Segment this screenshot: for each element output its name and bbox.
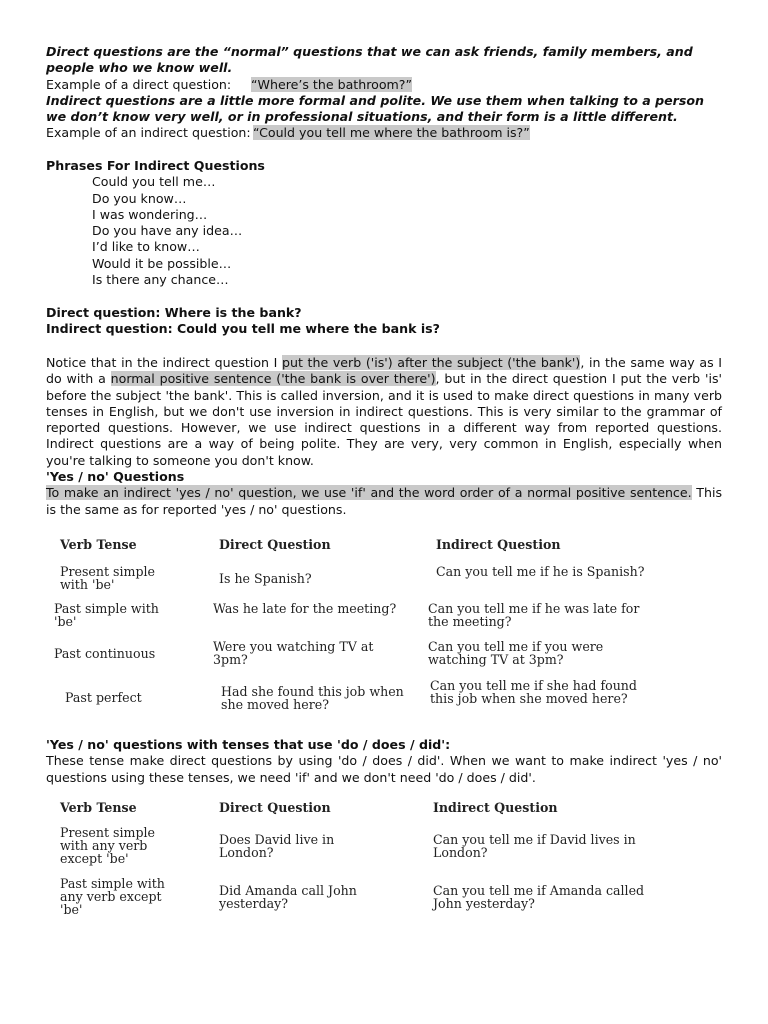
table-header-cell: Direct Question <box>219 800 331 815</box>
table-cell: Present simple with any verb except 'be' <box>60 825 156 866</box>
indirect-example-label: Example of an indirect question: <box>46 125 251 141</box>
phrase-text: Would it be possible… <box>92 255 232 271</box>
bullet-icon <box>46 272 92 288</box>
indirect-example-line <box>46 125 722 141</box>
phrases-list <box>46 174 722 288</box>
yesno-text: This is the same as for reported 'yes / no' questions. <box>46 485 722 517</box>
table-cell: Can you tell me if Amanda called John yesterday? <box>433 883 645 911</box>
table-cell: Does David live in London? <box>219 832 335 860</box>
table-cell: Past continuous <box>54 646 156 661</box>
bullet-icon <box>46 174 92 190</box>
bullet-icon <box>46 191 92 207</box>
table-cell: Can you tell me if she had found this job when she moved here? <box>430 678 637 706</box>
bank-indirect-question: Indirect question: Could you tell me where the bank is? <box>46 321 440 337</box>
table-cell: Can you tell me if he was late for the meeting? <box>428 601 640 629</box>
phrase-text: I’d like to know… <box>92 239 200 255</box>
dodoes-paragraph: These tense make direct questions by using 'do / does / did'. When we want to make indirect 'yes / no' questions using these tenses, we need 'if' and we don't need 'do / does / did'. <box>46 753 722 785</box>
phrase-item <box>46 272 722 288</box>
direct-example-line <box>46 77 722 93</box>
phrase-text: Do you have any idea… <box>92 223 243 239</box>
bank-direct-question: Direct question: Where is the bank? <box>46 305 302 320</box>
bullet-icon <box>46 256 92 272</box>
notice-text-2: , in the same way as I do with a <box>46 355 723 387</box>
notice-highlight-1: put the verb ('is') after the subject ('the bank') <box>281 355 581 370</box>
indirect-example: “Could you tell me where the bathroom is?” <box>253 125 530 141</box>
table-header-cell: Indirect Question <box>433 800 558 815</box>
phrase-item <box>46 256 722 272</box>
table-cell: Can you tell me if you were watching TV at 3pm? <box>428 639 604 667</box>
yesno-paragraph <box>46 485 722 518</box>
bullet-icon <box>46 239 92 255</box>
table-header-cell: Indirect Question <box>436 537 561 552</box>
phrase-item <box>46 174 722 190</box>
direct-example-label: Example of a direct question: <box>46 76 232 92</box>
phrases-section <box>46 158 722 288</box>
dodoes-section <box>46 737 722 786</box>
table-cell: Past simple with any verb except 'be' <box>60 876 165 917</box>
yesno-section <box>46 469 722 518</box>
table-cell: Present simple with 'be' <box>60 564 156 592</box>
table-cell: Past simple with 'be' <box>54 601 159 629</box>
yesno-heading: 'Yes / no' Questions <box>46 469 185 484</box>
table-cell: Is he Spanish? <box>219 571 312 586</box>
indirect-definition: Indirect questions are a little more formal and polite. We use them when talking to a person we don’t know very well, or in professional situations, and their form is a little different. <box>46 92 704 125</box>
phrase-item <box>46 239 722 255</box>
phrase-text: I was wondering… <box>92 206 208 222</box>
dodoes-heading: 'Yes / no' questions with tenses that use 'do / does / did': <box>46 737 451 752</box>
phrases-heading: Phrases For Indirect Questions <box>46 158 265 173</box>
phrase-item <box>46 223 722 239</box>
table-cell: Can you tell me if he is Spanish? <box>436 564 645 579</box>
table-header-cell: Direct Question <box>219 537 331 552</box>
table-cell: Past perfect <box>65 690 142 705</box>
bullet-icon <box>46 223 92 239</box>
phrase-text: Is there any chance… <box>92 272 229 288</box>
table-header-cell: Verb Tense <box>60 537 137 552</box>
notice-text-1: Notice that in the indirect question I <box>46 355 282 370</box>
notice-highlight-2: normal positive sentence ('the bank is over there') <box>110 371 436 387</box>
phrase-text: Do you know… <box>92 190 187 206</box>
table-cell: Was he late for the meeting? <box>213 601 397 616</box>
notice-text-3: , but in the direct question I put the verb 'is' before the subject 'the bank'. This is called inversion, and it is used to make direct questions in many verb tenses in English, but we don't use inversion in indirect questions. This is very similar to the grammar of reported questions. However, we use indirect questions in a different way from reported questions. Indirect questions are a way of being polite. They are very, very common in English, especially when you're talking to someone you don't know. <box>46 371 722 468</box>
phrase-item <box>46 191 722 207</box>
table-cell: Did Amanda call John yesterday? <box>219 883 357 911</box>
phrase-text: Could you tell me… <box>92 174 216 190</box>
table-cell: Had she found this job when she moved here? <box>221 684 404 712</box>
phrase-item <box>46 207 722 223</box>
table-header-cell: Verb Tense <box>60 800 137 815</box>
yesno-highlight: To make an indirect 'yes / no' question, we use 'if' and the word order of a normal positive sentence. <box>46 485 692 501</box>
bank-example <box>46 305 722 338</box>
notice-paragraph <box>46 355 722 469</box>
intro-section <box>46 44 722 142</box>
table-cell: Can you tell me if David lives in London? <box>433 832 636 860</box>
direct-definition: Direct questions are the “normal” questions that we can ask friends, family members, and people who we know well. <box>46 44 693 76</box>
bullet-icon <box>46 207 92 223</box>
direct-example: “Where’s the bathroom?” <box>251 76 413 92</box>
table-cell: Were you watching TV at 3pm? <box>213 639 374 667</box>
